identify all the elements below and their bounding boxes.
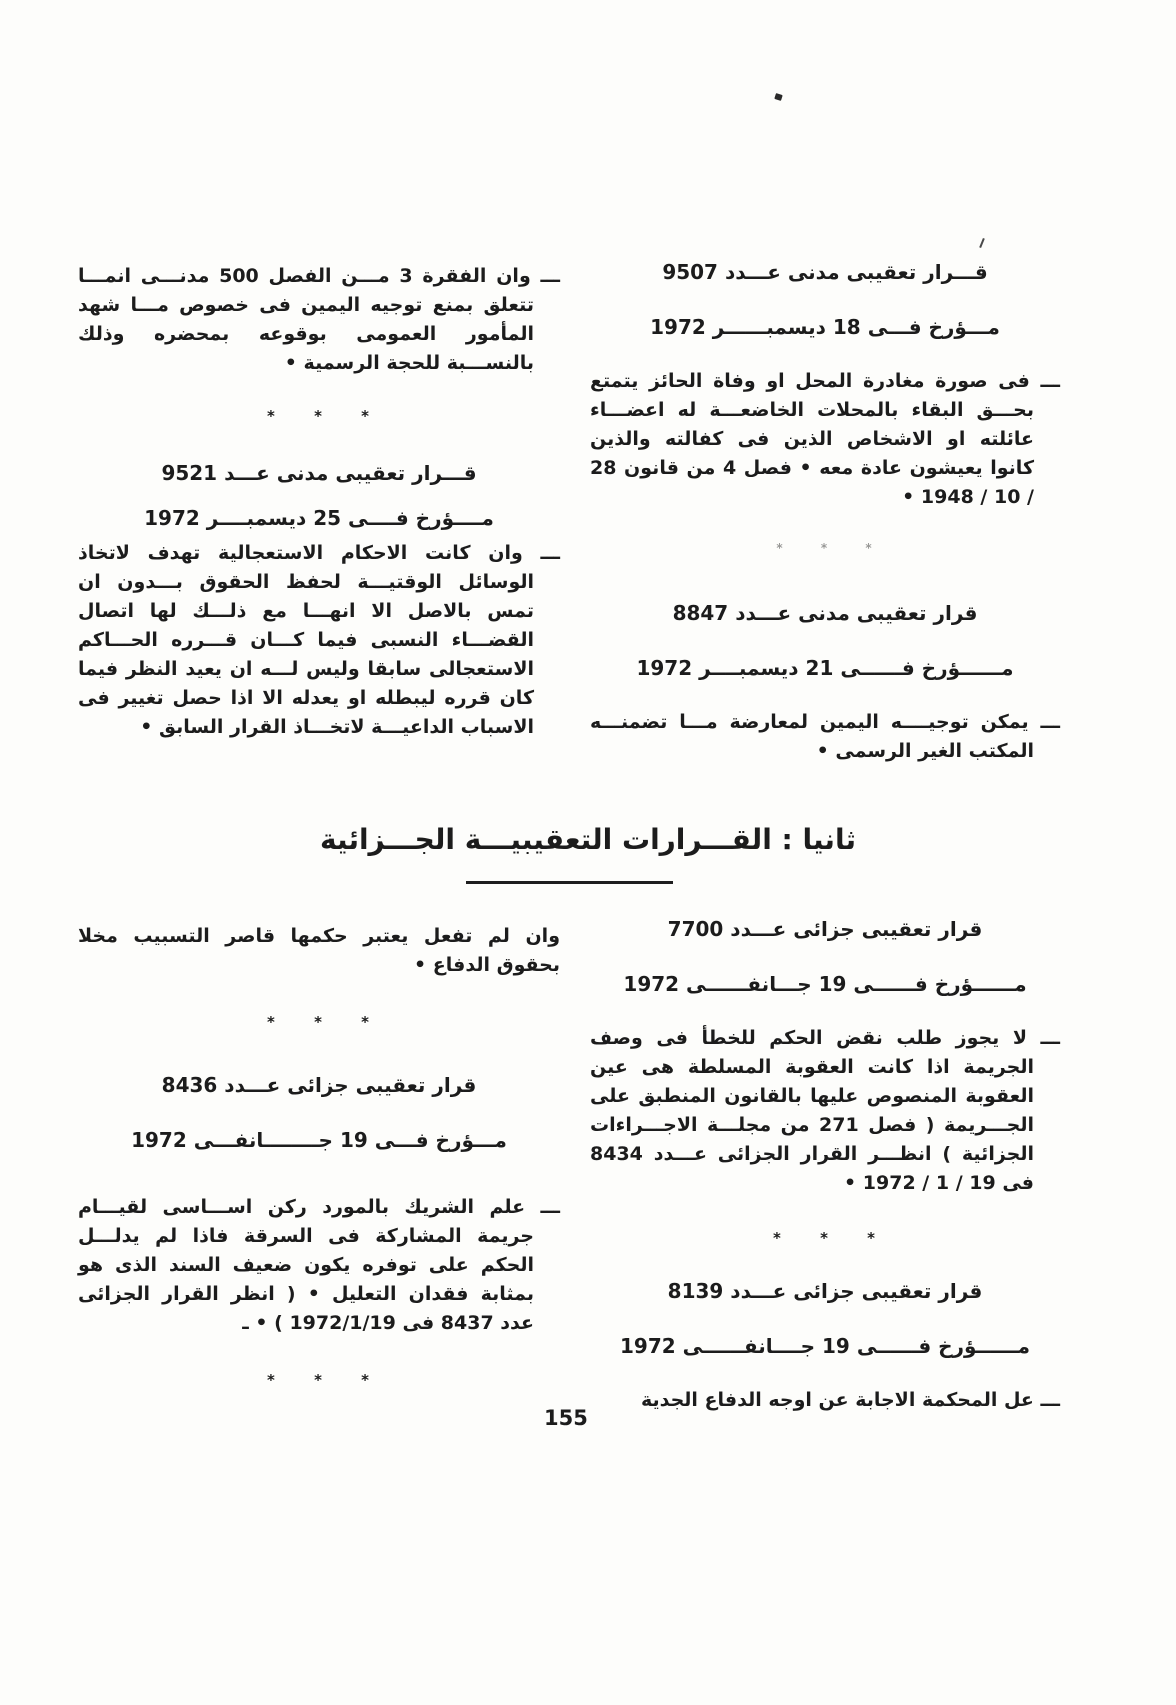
decision-7700-title: قرار تعقيبى جزائى عـــدد 7700 (667, 917, 983, 941)
criminal-right-column (590, 915, 1060, 1415)
decision-9521-body: ـــ وان كانت الاحكام الاستعجالية تهدف لاتخاذ الوسائل الوقتيـــة لحفظ الحقوق بـــدون ان تمس بالاصل الا انهـــا مع ذلـــك لها اتصال القضـــاء النسبى فيما كـــان قـــرره الحـــاكم الاستعجالى سابقا وليس لـــه ان يعيد النظر فيما كان قرره ليبطله او يعدله الا اذا حصل تغيير فى الاسباب الداعيـــة لاتخـــاذ القرار السابق • (78, 542, 560, 738)
decision-8436-date: مـــؤرخ فـــى 19 جــــــــانفـــى 1972 (131, 1128, 507, 1152)
decision-9507-body: ـــ فى صورة مغادرة المحل او وفاة الحائز يتمتع بحـــق البقاء بالمحلات الخاضعـــة له اعضـــاء عائلته او الاشخاص الذين فى كفالته والذين كانوا يعيشون عادة معه • فصل 4 من قانون 28 / 10 / 1948 • (590, 370, 1060, 508)
decision-8436-body: ـــ علم الشريك بالمورد ركن اســـاسى لقيـــام جريمة المشاركة فى السرقة فاذا لم يدلـــل الحكم على توفره يكون ضعيف السند الذى هو بمثابة فقدان التعليل • ( انظر القرار الجزائى عدد 8437 فى 1972/1/19 ) • ـ (78, 1196, 560, 1334)
page-number: 155 (544, 1406, 588, 1430)
decision-7700-date: مــــــؤرخ فــــــى 19 جـــانفــــــى 1972 (623, 972, 1027, 996)
decision-8139-date: مــــــؤرخ فــــــى 19 جــــانفــــــى 1972 (619, 1334, 1030, 1358)
civil-left-column (78, 262, 560, 742)
stars-separator: * * * (776, 541, 874, 555)
ink-speck (979, 238, 985, 248)
decision-7700-body: ـــ لا يجوز طلب نقض الحكم للخطأ فى وصف الجريمة اذا كانت العقوبة المسلطة هى عين العقوبة المنصوص عليها بالقانون المنطبق على الجـــريمة ( فصل 271 من مجلـــة الاجـــراءات الجزائية ) انظـــر القرار الجزائى عـــدد 8434 فى 19 / 1 / 1972 • (590, 1027, 1060, 1194)
decision-8847-date: مــــــؤرخ فــــــى 21 ديسمبــــر 1972 (636, 656, 1014, 680)
heading-underline (466, 881, 673, 884)
civil-right-column (590, 258, 1060, 766)
decision-8847-body: ـــ يمكن توجيــــه اليمين لمعارضة مـــا تضمنـــه المكتب الغير الرسمى • (590, 711, 1060, 762)
decision-continuation-body: وان لم تفعل يعتبر حكمها قاصر التسبيب مخلا بحقوق الدفاع • (78, 925, 560, 976)
decision-8436-title: قرار تعقيبى جزائى عـــدد 8436 (161, 1073, 477, 1097)
decision-9507-date: مـــؤرخ فـــى 18 ديسمبــــــر 1972 (650, 315, 1000, 339)
stars-separator: * * * (773, 1229, 877, 1247)
stars-separator: * * * (267, 1013, 371, 1031)
stars-separator: * * * (267, 407, 371, 425)
decision-8139-title: قرار تعقيبى جزائى عـــدد 8139 (667, 1279, 983, 1303)
stars-separator: * * * (267, 1371, 371, 1389)
decision-8847-title: قرار تعقيبى مدنى عـــدد 8847 (672, 601, 978, 625)
criminal-left-column (78, 922, 560, 1429)
decision-9521-date: مــــؤرخ فــــى 25 ديسمبــــر 1972 (144, 506, 494, 530)
section-heading: ثانيا : القـــرارات التعقيبيـــة الجـــزائية (320, 823, 856, 856)
decision-9521-title: قـــرار تعقيبى مدنى عـــد 9521 (161, 461, 477, 485)
decision-continuation-body: ـــ وان الفقرة 3 مـــن الفصل 500 مدنـــى انمـــا تتعلق بمنع توجيه اليمين فى خصوص مـــا شهد المأمور العمومى بوقوعه بمحضره وذلك بالنســـبة للحجة الرسمية • (78, 265, 560, 374)
decision-9507-title: قـــرار تعقيبى مدنى عـــدد 9507 (662, 260, 988, 284)
decision-8139-body: ـــ عل المحكمة الاجابة عن اوجه الدفاع الجدية (640, 1389, 1060, 1411)
ink-speck (774, 93, 783, 101)
